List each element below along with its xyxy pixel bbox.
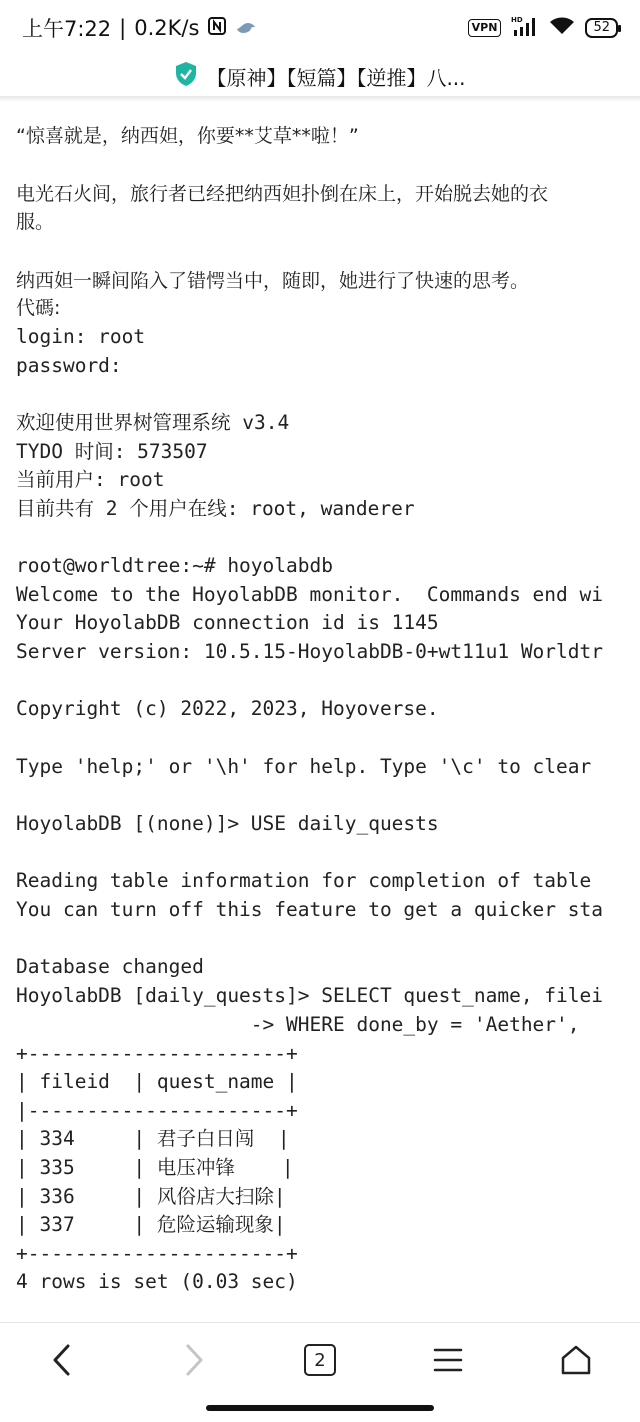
table-header: | fileid | quest_name | [16, 1070, 298, 1093]
battery-indicator: 52 [585, 18, 618, 38]
code-line: -> WHERE done_by = 'Aether', [16, 1013, 580, 1036]
status-time: 上午7:22 [22, 17, 112, 41]
code-line: root@worldtree:~# hoyolabdb [16, 554, 333, 577]
code-line: TYDO 时间: 573507 [16, 440, 208, 463]
code-line: Welcome to the HoyolabDB monitor. Commands end wi [16, 583, 603, 606]
nfc-icon [207, 16, 227, 41]
code-line: Your HoyolabDB connection id is 1145 [16, 611, 439, 634]
title-divider [0, 96, 640, 102]
code-line: 目前共有 2 个用户在线: root, wanderer [16, 497, 415, 520]
status-bar [0, 0, 640, 56]
status-right [468, 15, 618, 42]
code-line: Database changed [16, 955, 204, 978]
status-speed: 0.2K/s [134, 16, 200, 40]
back-button[interactable] [32, 1337, 92, 1383]
code-line: You can turn off this feature to get a quicker sta [16, 898, 603, 921]
table-border: +----------------------+ [16, 1042, 298, 1065]
code-line: Type 'help;' or '\h' for help. Type '\c' to clear [16, 755, 592, 778]
signal-icon [511, 15, 539, 42]
tabs-count: 2 [304, 1344, 336, 1376]
status-left [22, 13, 257, 43]
tabs-button[interactable] [290, 1337, 350, 1383]
table-row: | 334 | 君子白日闯 | [16, 1127, 290, 1150]
code-line: 4 rows is set (0.03 sec) [16, 1270, 298, 1293]
status-divider: | [119, 16, 127, 40]
vpn-badge: VPN [468, 19, 502, 37]
menu-icon [433, 1347, 463, 1373]
table-border: |----------------------+ [16, 1099, 298, 1122]
code-line: Copyright (c) 2022, 2023, Hoyoverse. [16, 697, 439, 720]
code-line: Server version: 10.5.15-HoyolabDB-0+wt11u1 Worldtr [16, 640, 603, 663]
table-row: | 336 | 风俗店大扫除| [16, 1185, 286, 1208]
code-label: 代碼: [16, 297, 61, 319]
code-line: Reading table information for completion of table [16, 869, 592, 892]
home-button[interactable] [546, 1337, 606, 1383]
gesture-bar[interactable] [206, 1405, 434, 1411]
code-line: 欢迎使用世界树管理系统 v3.4 [16, 411, 290, 434]
page-title-bar[interactable] [0, 56, 640, 96]
code-line: password: [16, 354, 122, 377]
article-line: 纳西妲一瞬间陷入了错愕当中，随即，她进行了快速的思考。 [16, 270, 530, 292]
article-line: 电光石火间，旅行者已经把纳西妲扑倒在床上，开始脱去她的衣 [16, 183, 549, 205]
hd-label: HD [511, 15, 524, 24]
wifi-icon [549, 16, 575, 41]
home-icon [560, 1344, 592, 1376]
bird-icon [235, 16, 257, 40]
code-line: 当前用户: root [16, 468, 165, 491]
code-line: HoyolabDB [daily_quests]> SELECT quest_name, filei [16, 984, 603, 1007]
table-row: | 335 | 电压冲锋 | [16, 1156, 294, 1179]
code-line: login: root [16, 325, 146, 348]
chevron-right-icon [182, 1343, 206, 1377]
forward-button[interactable] [164, 1337, 224, 1383]
menu-button[interactable] [418, 1337, 478, 1383]
article-line: “惊喜就是，纳西妲，你要**艾草**啦！” [16, 125, 359, 147]
table-row: | 337 | 危险运输现象| [16, 1213, 286, 1236]
code-line: HoyolabDB [(none)]> USE daily_quests [16, 812, 439, 835]
shield-check-icon [174, 61, 198, 92]
page-title: 【原神】【短篇】【逆推】八... [206, 65, 466, 90]
article-line: 服。 [16, 211, 55, 233]
chevron-left-icon [50, 1343, 74, 1377]
table-border: +----------------------+ [16, 1242, 298, 1265]
browser-bottom-bar [0, 1322, 640, 1397]
